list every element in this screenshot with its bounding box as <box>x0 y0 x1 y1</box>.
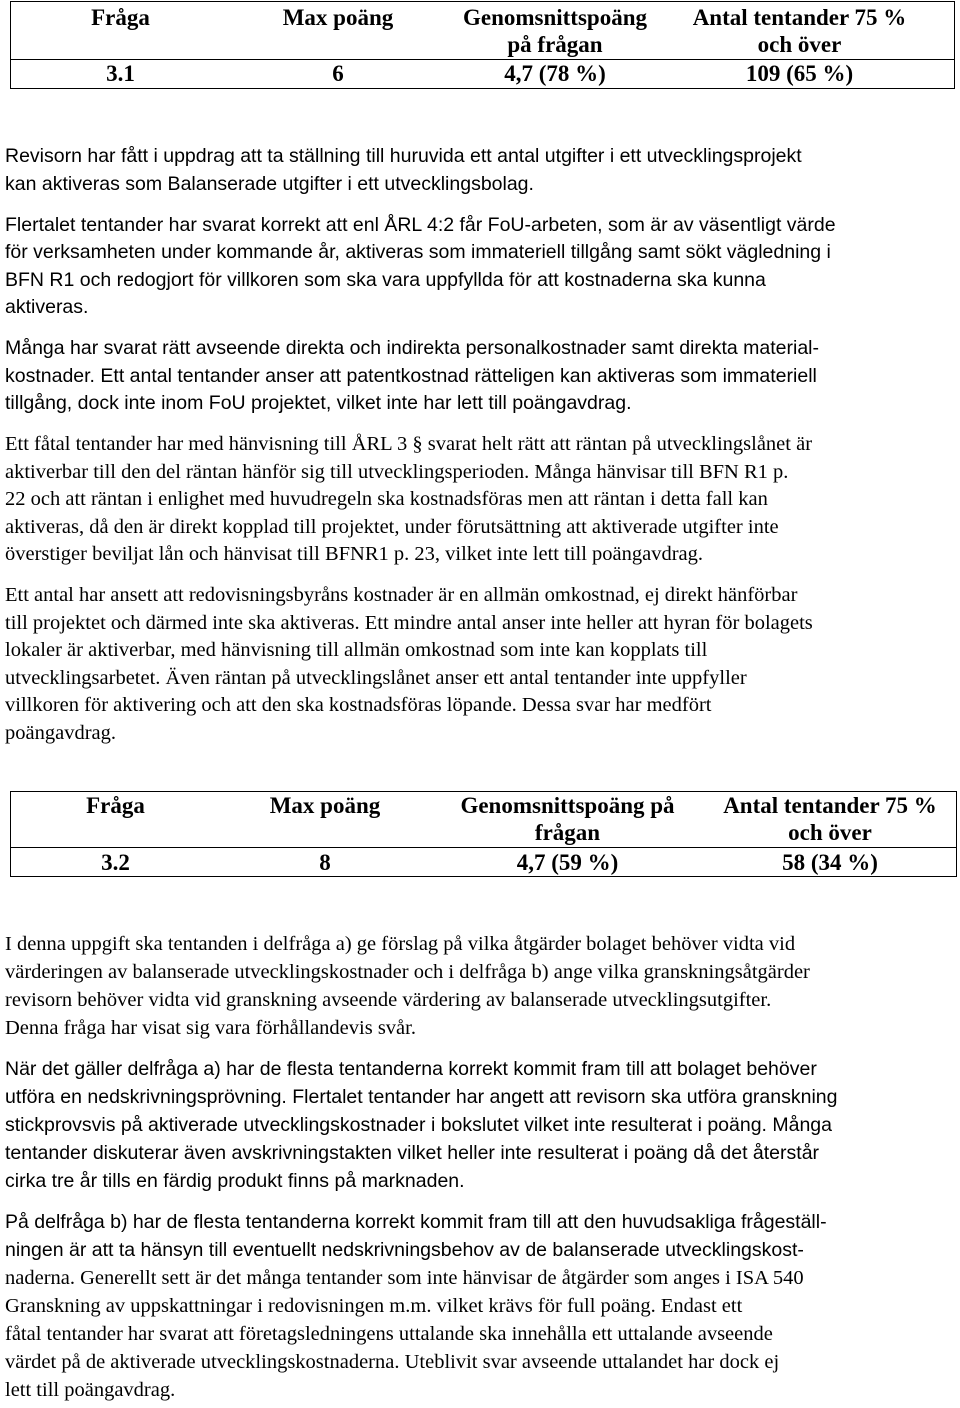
text-line: Många har svarat rätt avseende direkta och indirekta personalkostnader samt direkta material- <box>5 337 819 359</box>
header-cell-candidates-75-percent <box>705 792 955 847</box>
header-cell-average-points <box>430 792 705 847</box>
header-cell-average-points <box>446 2 664 59</box>
score-table-question-3-1 <box>10 1 955 89</box>
header-line: Genomsnittspoäng <box>462 5 648 30</box>
text-line: kan aktiveras som Balanserade utgifter i ett utvecklingsbolag. <box>5 172 534 195</box>
header-line: frågan <box>534 820 601 845</box>
text-line: Flertalet tentander har svarat korrekt att enl ÅRL 4:2 får FoU-arbeten, som är av väsentligt värde <box>5 213 836 236</box>
text-line: kostnader. Ett antal tentander anser att patentkostnad rätteligen kan aktiveras som immateriell <box>5 364 817 387</box>
text-line: utvecklingsarbetet. Även räntan på utvecklingslånet anser ett antal tentander inte uppfyller <box>5 666 747 689</box>
text-line: På delfråga b) har de flesta tentanderna korrekt kommit fram till att den huvudsakliga frågeställ- <box>5 1211 827 1233</box>
text-line: 22 och att räntan i enlighet med huvudregeln ska kostnadsföras men att räntan i detta fall kan <box>5 488 768 510</box>
text-line: revisorn behöver vidta vid granskning avseende värdering av balanserade utvecklingsutgifter. <box>5 989 772 1011</box>
text-line: aktiverbar till den del räntan hänför sig till utvecklingsperioden. Många hänvisar till BFN R1 p. <box>5 460 789 483</box>
header-line: Genomsnittspoäng på <box>460 793 675 818</box>
text-line: fåtal tentander har svarat att företagsledningens uttalande ska innehålla ett uttalande avseende <box>5 1323 773 1345</box>
table-header-row <box>11 2 954 60</box>
text-line: ningen är att ta hänsyn till eventuellt nedskrivningsbehov av de balanserade utvecklingskost- <box>5 1239 804 1261</box>
text-line: naderna. Generellt sett är det många tentander som inte hänvisar de åtgärder som anges i ISA 540 <box>5 1267 804 1289</box>
comments-question-3-1 <box>5 143 955 747</box>
text-line: Granskning av uppskattningar i redovisningen m.m. vilket krävs för full poäng. Endast ett <box>5 1295 743 1317</box>
text-line: Ett fåtal tentander har med hänvisning till ÅRL 3 § svarat helt rätt att räntan på utvecklingslånet är <box>5 433 813 455</box>
header-cell-max-points <box>230 2 446 59</box>
header-cell-question <box>11 2 230 59</box>
cell-question: 3.1 <box>106 61 135 86</box>
text-line: stickprovsvis på aktiverade utvecklingskostnader i bokslutet vilket inte resulterat i poäng. Många <box>5 1114 832 1136</box>
text-line: utföra en nedskrivningsprövning. Flertalet tentander har angett att revisorn ska utföra granskning <box>5 1086 838 1108</box>
header-line: på frågan <box>507 32 603 57</box>
text-line: lett till poängavdrag. <box>5 1379 176 1401</box>
text-line: till projektet och därmed inte ska aktiveras. Ett mindre antal anser inte heller att hyran för bolagets <box>5 611 813 634</box>
table-header-row <box>11 792 956 848</box>
paragraph <box>5 582 955 747</box>
header-cell-candidates-75-percent <box>664 2 953 59</box>
paragraph <box>5 143 955 198</box>
header-line: Fråga <box>86 793 145 818</box>
header-cell-max-points <box>220 792 430 847</box>
text-line: Ett antal har ansett att redovisningsbyråns kostnader är en allmän omkostnad, ej direkt hänförbar <box>5 584 798 606</box>
paragraph <box>5 431 955 569</box>
header-line: Antal tentander 75 % <box>692 5 907 30</box>
cell-max-points: 6 <box>332 61 344 86</box>
text-line: överstiger beviljat lån och hänvisat till BFNR1 p. 23, vilket inte lett till poängavdrag. <box>5 543 704 565</box>
table-row <box>11 848 956 876</box>
cell-question: 3.2 <box>101 850 130 875</box>
cell-average-points: 4,7 (59 %) <box>516 850 619 875</box>
header-line: och över <box>788 820 872 845</box>
cell-max-points: 8 <box>319 850 331 875</box>
text-line: för verksamheten under kommande år, aktiveras som immateriell tillgång samt sökt vägledning i <box>5 241 831 263</box>
paragraph <box>5 335 955 418</box>
text-line: aktiveras, då den är direkt kopplad till projektet, under förutsättning att aktiverade utgifter inte <box>5 515 779 538</box>
text-line: tillgång, dock inte inom FoU projektet, vilket inte har lett till poängavdrag. <box>5 392 632 414</box>
text-line: värdet på de aktiverade utvecklingskostnaderna. Uteblivit svar avseende uttalandet har dock ej <box>5 1351 780 1373</box>
header-line: Max poäng <box>269 793 381 818</box>
text-line: cirka tre år tills en färdig produkt finns på marknaden. <box>5 1170 465 1192</box>
cell-candidates-75-percent: 58 (34 %) <box>782 850 878 875</box>
text-line: värderingen av balanserade utvecklingskostnader och i delfråga b) ange vilka granskningsåtgärder <box>5 961 810 983</box>
text-line: poängavdrag. <box>5 721 116 744</box>
cell-average-points: 4,7 (78 %) <box>504 61 606 86</box>
text-line: villkoren för aktivering och att den ska kostnadsföras löpande. Dessa svar har medfört <box>5 694 712 716</box>
header-line: och över <box>757 32 842 57</box>
comments-question-3-2 <box>5 930 955 1404</box>
header-line: Antal tentander 75 % <box>723 793 937 818</box>
text-line: I denna uppgift ska tentanden i delfråga a) ge förslag på vilka åtgärder bolaget behöver vidta vid <box>5 933 796 955</box>
paragraph <box>5 1208 955 1404</box>
text-line: aktiveras. <box>5 296 89 318</box>
text-line: lokaler är aktiverbar, med hänvisning till allmän omkostnad som inte kan kopplats till <box>5 639 708 661</box>
score-table-question-3-2 <box>10 791 957 877</box>
header-line: Max poäng <box>282 5 394 30</box>
text-line: tentander diskuterar även avskrivningstakten vilket heller inte resulterat i poäng då det återstår <box>5 1142 820 1164</box>
header-line: Fråga <box>91 5 150 30</box>
text-line: Revisorn har fått i uppdrag att ta ställning till huruvida ett antal utgifter i ett utvecklingsprojekt <box>5 145 802 167</box>
paragraph <box>5 212 955 322</box>
text-line: BFN R1 och redogjort för villkoren som ska vara uppfyllda för att kostnaderna ska kunna <box>5 268 766 291</box>
paragraph <box>5 930 955 1042</box>
text-line: När det gäller delfråga a) har de flesta tentanderna korrekt kommit fram till att bolaget behöver <box>5 1058 817 1080</box>
header-cell-question <box>11 792 220 847</box>
cell-candidates-75-percent: 109 (65 %) <box>745 61 854 86</box>
paragraph <box>5 1055 955 1195</box>
text-line: Denna fråga har visat sig vara förhållandevis svår. <box>5 1017 416 1039</box>
table-row <box>11 60 954 88</box>
